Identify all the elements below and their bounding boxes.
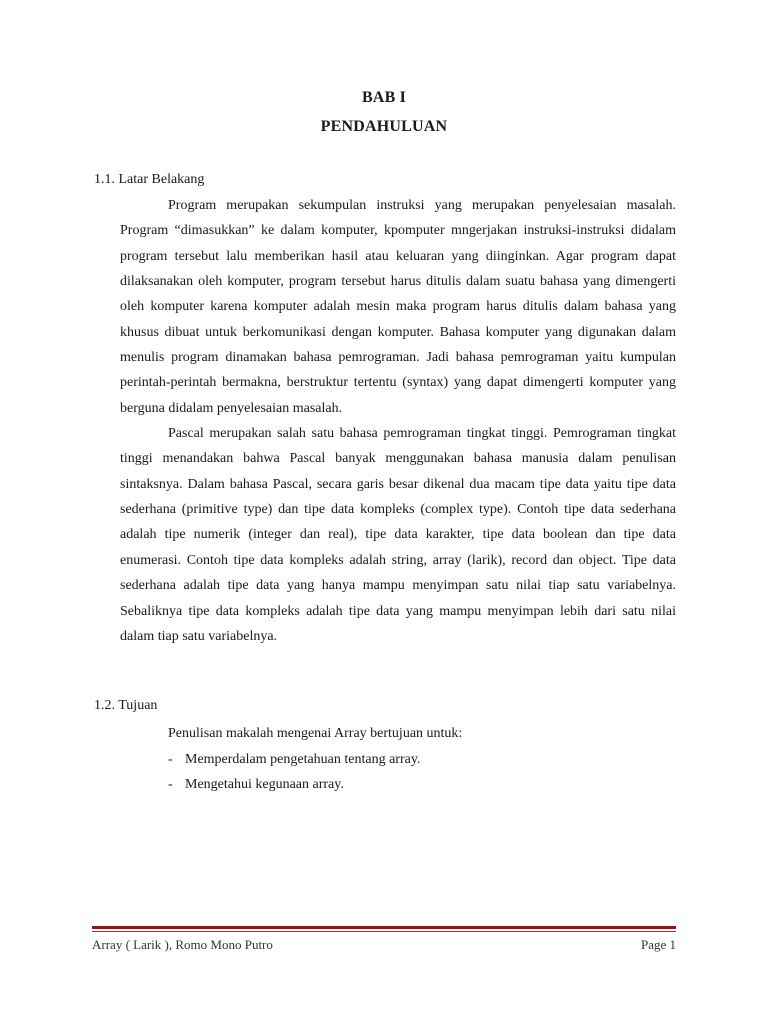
bullet-marker: - (168, 752, 173, 767)
footer-rule (92, 926, 676, 929)
footer-author: Array ( Larik ), Romo Mono Putro (92, 937, 273, 952)
section-title-tujuan: 1.2. Tujuan (94, 698, 158, 713)
paragraph-1: Program merupakan sekumpulan instruksi yang merupakan penyelesaian masalah. Program “dimasukkan” ke dalam komputer, kpomputer mngerjakan instruksi-instruksi didalam program tersebut lalu memberikan hasil atau keluaran yang diinginkan. Agar program dapat dilaksanakan oleh komputer, program tersebut harus ditulis dalam suatu bahasa yang dimengerti oleh komputer karena komputer adalah mesin maka program harus ditulis dalam bahasa yang khusus dibuat untuk berkomunikasi dengan komputer. Bahasa komputer yang digunakan dalam menulis program dinamakan bahasa pemrograman. Jadi bahasa pemrograman yaitu kumpulan perintah-perintah bermakna, berstruktur tertentu (syntax) yang dapat dimengerti komputer yang berguna didalam penyelesaian masalah. (120, 198, 676, 416)
page-number: Page 1 (640, 937, 676, 952)
tujuan-intro: Penulisan makalah mengenai Array bertujuan untuk: (168, 726, 463, 741)
paragraph-2: Pascal merupakan salah satu bahasa pemrograman tingkat tinggi. Pemrograman tingkat tinggi menandakan bahwa Pascal banyak menggunakan bahasa manusia dalam penulisan sintaksnya. Dalam bahasa Pascal, secara garis besar dikenal dua macam tipe data yaitu tipe data sederhana (primitive type) dan tipe data kompleks (complex type). Contoh tipe data sederhana adalah tipe numerik (integer dan real), tipe data karakter, tipe data boolean dan tipe data enumerasi. Contoh tipe data kompleks adalah string, array (larik), record dan object. Tipe data sederhana adalah tipe data yang hanya mampu menyimpan satu nilai tiap satu variabelnya. Sebaliknya tipe data kompleks adalah tipe data yang mampu menyimpan lebih dari satu nilai dalam tiap satu variabelnya. (120, 426, 676, 644)
chapter-number: BAB I (361, 89, 407, 106)
bullet-marker: - (168, 777, 173, 792)
list-item (168, 750, 420, 770)
section-body-latar-belakang (120, 193, 676, 649)
list-item-text: Memperdalam pengetahuan tentang array. (185, 752, 421, 767)
footer-rule-thin (92, 931, 676, 932)
list-item-text: Mengetahui kegunaan array. (185, 777, 344, 792)
list-item (168, 775, 344, 795)
chapter-title: PENDAHULUAN (320, 118, 448, 135)
section-title-latar-belakang: 1.1. Latar Belakang (94, 172, 205, 187)
